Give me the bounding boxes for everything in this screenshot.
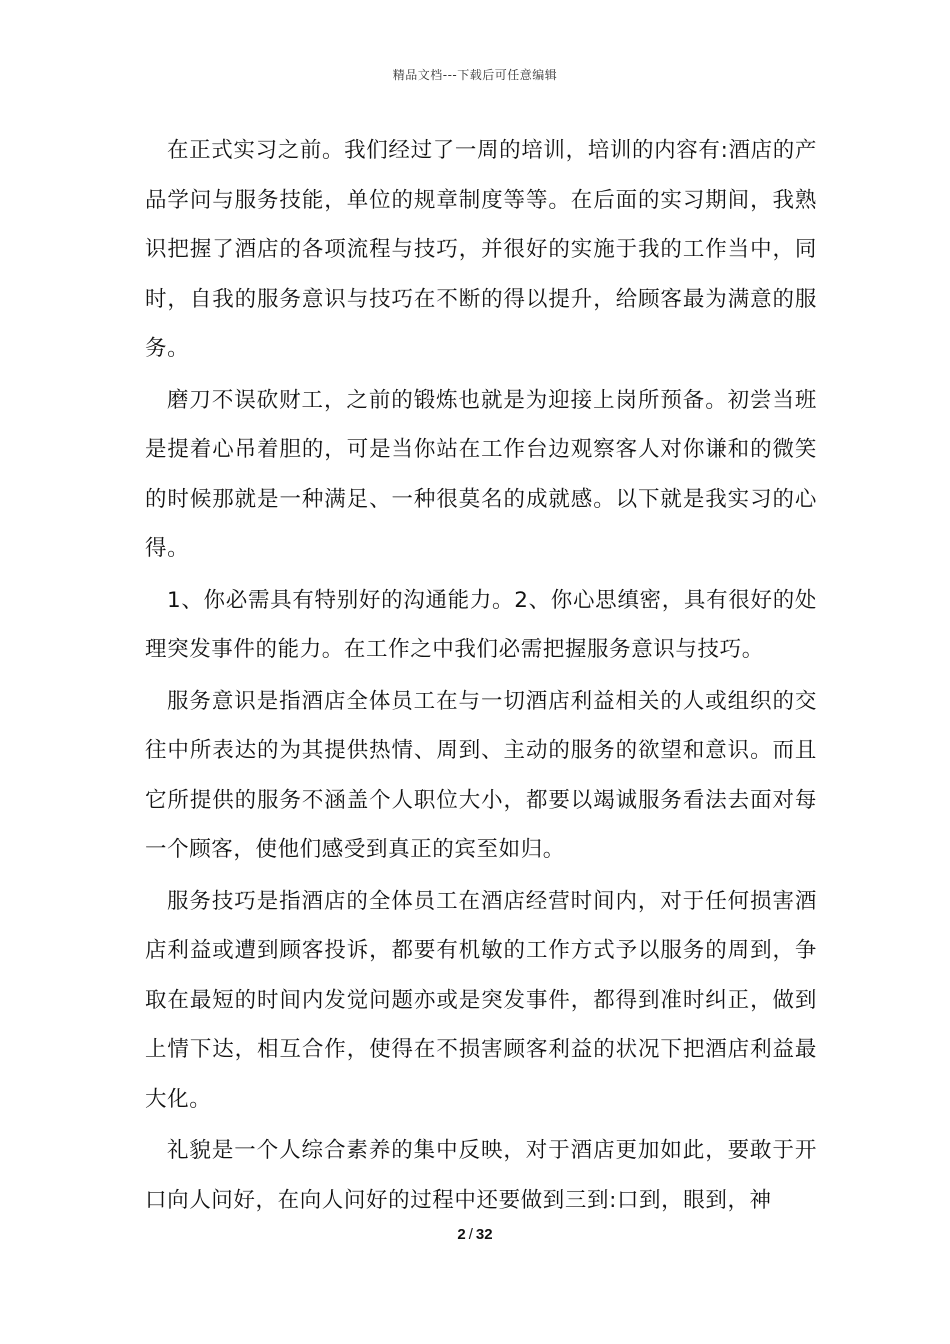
paragraph-4: 服务意识是指酒店全体员工在与一切酒店利益相关的人或组织的交往中所表达的为其提供热情、周到、主动的服务的欲望和意识。而且它所提供的服务不涵盖个人职位大小，都要以竭诚服务看法去面对每一个顾客，使他们感受到真正的宾至如归。 [145,688,817,862]
document-body [145,126,817,1227]
page-number [0,1226,950,1243]
paragraph-3: 1、你必需具有特别好的沟通能力。2、你心思缜密，具有很好的处理突发事件的能力。在工作之中我们必需把握服务意识与技巧。 [145,587,817,662]
paragraph-5: 服务技巧是指酒店的全体员工在酒店经营时间内，对于任何损害酒店利益或遭到顾客投诉，都要有机敏的工作方式予以服务的周到，争取在最短的时间内发觉问题亦或是突发事件，都得到准时纠正，做到上情下达，相互合作，使得在不损害顾客利益的状况下把酒店利益最大化。 [145,888,817,1112]
paragraph-2: 磨刀不误砍财工，之前的锻炼也就是为迎接上岗所预备。初尝当班是提着心吊着胆的，可是当你站在工作台边观察客人对你谦和的微笑的时候那就是一种满足、一种很莫名的成就感。以下就是我实习的心得。 [145,387,817,561]
page-separator: / [468,1226,473,1243]
paragraph-1: 在正式实习之前。我们经过了一周的培训，培训的内容有:酒店的产品学问与服务技能，单位的规章制度等等。在后面的实习期间，我熟识把握了酒店的各项流程与技巧，并很好的实施于我的工作当中，同时，自我的服务意识与技巧在不断的得以提升，给顾客最为满意的服务。 [145,138,817,361]
paragraph-6: 礼貌是一个人综合素养的集中反映，对于酒店更加如此，要敢于开口向人问好，在向人问好的过程中还要做到三到:口到，眼到，神 [145,1138,817,1213]
current-page-number: 2 [457,1226,466,1243]
total-page-count: 32 [475,1226,493,1243]
page-header: 精品文档---下载后可任意编辑 [392,68,558,82]
